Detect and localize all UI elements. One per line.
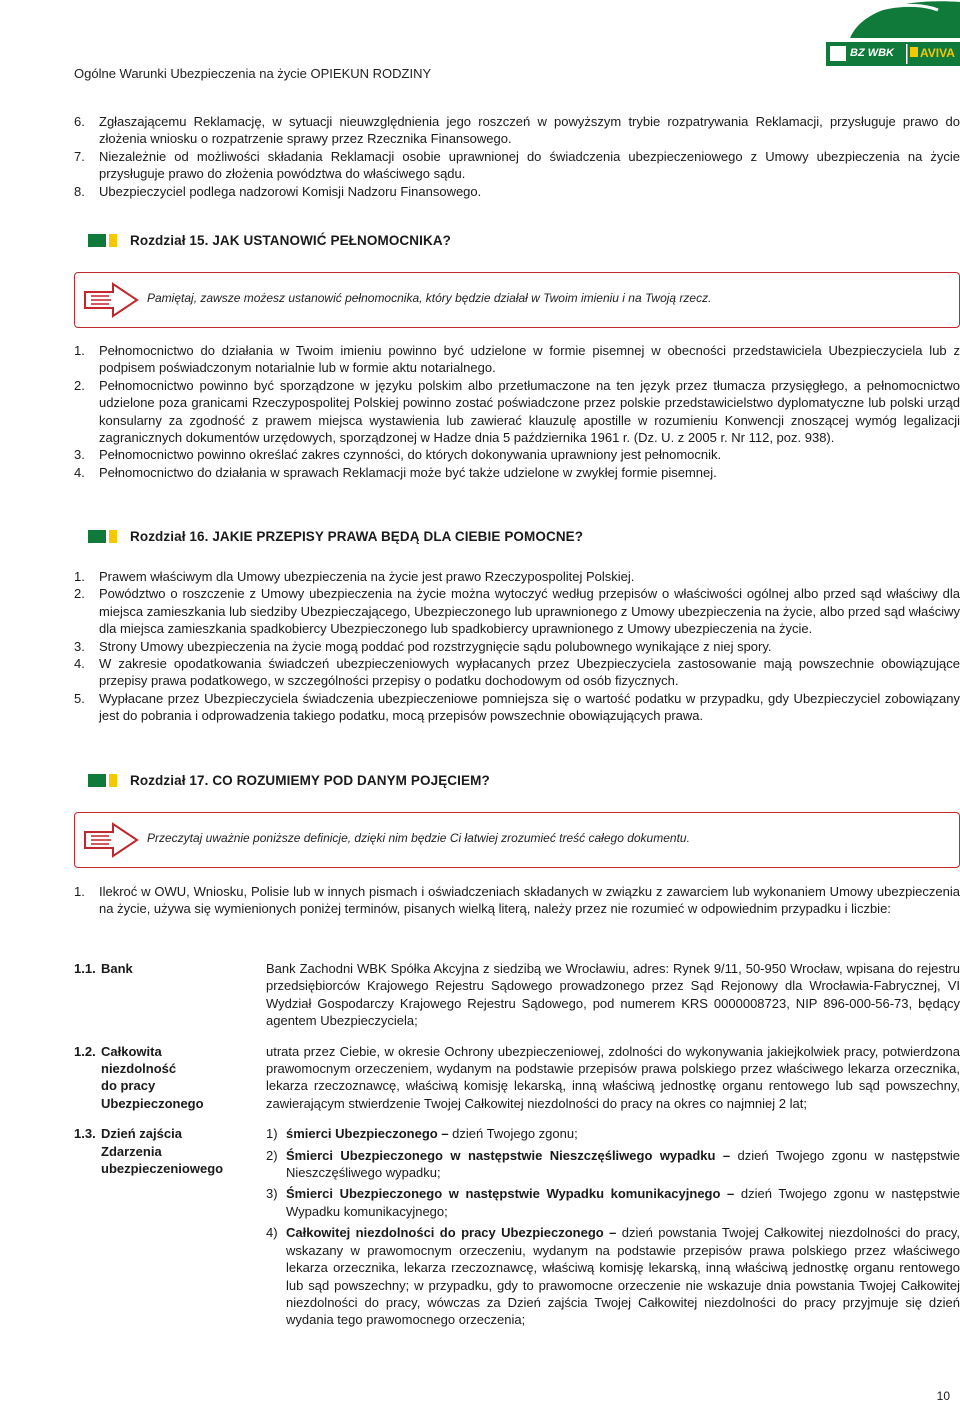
- definition-row: [74, 960, 960, 1030]
- definition-description: Bank Zachodni WBK Spółka Akcyjna z siedzibą we Wrocławiu, adres: Rynek 9/11, 50-950 Wrocław, wpisana do rejestru przedsiębiorców Krajowego Rejestru Sądowego prowadzonego przez Sąd Rejonowy dla Wrocławia-Fabrycznej, VI Wydział Gospodarczy Krajowego Rejestru Sądowego, pod numerem KRS 0000008723, NIP 896-000-56-73, będący agentem Ubezpieczyciela;: [266, 961, 960, 1029]
- list-item: [74, 568, 960, 585]
- top-list: [74, 113, 960, 200]
- item-number: 3.: [74, 447, 85, 463]
- item-text: Zgłaszającemu Reklamację, w sytuacji nieuwzględnienia jego roszczeń w powyższym trybie rozpatrywania Reklamacji, przysługuje prawo do złożenia wniosku o rozpatrzenie sprawy przez Rzecznika Finansowego.: [99, 114, 960, 147]
- definition-term-text: do pracy: [101, 1078, 156, 1094]
- list-item: [74, 464, 960, 481]
- definition-term-text: Bank: [101, 961, 133, 976]
- item-number: 4.: [74, 464, 85, 480]
- list-item: [74, 342, 960, 377]
- definition-term: [74, 960, 266, 1030]
- green-square-icon: [88, 774, 106, 787]
- item-text: Ubezpieczyciel podlega nadzorowi Komisji Nadzoru Finansowego.: [99, 183, 482, 199]
- hand-arrow-icon: [83, 282, 139, 318]
- item-number: 1.: [74, 884, 85, 899]
- list-item: [74, 883, 960, 918]
- item-number: 8.: [74, 183, 85, 199]
- yellow-square-icon: [109, 234, 117, 247]
- definition-description: [266, 1125, 960, 1332]
- item-text: Pełnomocnictwo powinno być sporządzone w języku polskim albo przetłumaczone na ten język przez tłumacza przysięgłego, a pełnomocnictwo udzielone poza granicami Rzeczypospolitej Polskiej powinno zostać poświadczone przez polskie przedstawicielstwo dyplomatyczne lub polski urząd konsularny za zgodność z prawem miejsca wystawienia lub zawierać klauzulę apostille w rozumieniu Konwencji znoszącej wymóg legalizacji zagranicznych dokumentów urzędowych, sporządzonej w Hadze dnia 5 października 1961 r. (Dz. U. z 2005 r. Nr 112, poz. 938).: [99, 377, 960, 446]
- section-16-list: [74, 568, 960, 725]
- list-item: [74, 585, 960, 637]
- item-number: 2.: [74, 377, 85, 393]
- section-15-heading: [88, 230, 451, 250]
- definition-term-text: ubezpieczeniowego: [101, 1161, 224, 1177]
- sub-item-number: 4): [266, 1225, 278, 1241]
- item-number: 1.: [74, 343, 85, 358]
- definition-number: 1.2.: [74, 1043, 96, 1059]
- item-number: 2.: [74, 586, 85, 602]
- sub-item-text: dzień Twojego zgonu w następstwie Wypadku komunikacyjnego;: [286, 1186, 960, 1219]
- sub-item-term: Śmierci Ubezpieczonego w następstwie Wypadku komunikacyjnego –: [286, 1186, 735, 1202]
- definition-number: 1.1.: [74, 961, 96, 976]
- sub-item-term: śmierci Ubezpieczonego –: [286, 1126, 449, 1142]
- sub-item-number: 3): [266, 1186, 278, 1202]
- sub-item-number: 2): [266, 1147, 278, 1163]
- section-17-list: [74, 883, 960, 918]
- section-17-heading: [88, 770, 490, 790]
- item-text: Powództwo o roszczenie z Umowy ubezpieczenia na życie można wytoczyć według przepisów o właściwości ogólnej albo przed sąd właściwy dla miejsca zamieszkania lub siedziby Ubezpieczającego, Ubezpieczonego lub uprawnionego z Umowy ubezpieczenia na życie, albo przed sąd właściwy dla miejsca zamieszkania spadkobiercy Ubezpieczonego lub spadkobiercy uprawnionego z Umowy ubezpieczenia na życie.: [99, 586, 960, 637]
- section-16-heading: [88, 526, 583, 546]
- yellow-square-icon: [109, 530, 117, 543]
- definition-description: utrata przez Ciebie, w okresie Ochrony ubezpieczeniowej, zdolności do wykonywania jakiejkolwiek pracy, potwierdzona prawomocnym orzeczeniem, wydanym na podstawie przepisów prawa polskiego przez właściwego lekarza orzecznika, lekarza rzeczoznawcę, właściwą komisję lekarską, inną właściwą jednostkę organu rentowego lub sąd powszechny, zawierającym stwierdzenie Twojej Całkowitej niezdolności do pracy na okres co najmniej 2 lat;: [266, 1043, 960, 1111]
- item-text: Prawem właściwym dla Umowy ubezpieczenia na życie jest prawo Rzeczypospolitej Polskiej.: [99, 569, 635, 584]
- item-text: Pełnomocnictwo do działania w sprawach Reklamacji może być także udzielone w zwykłej formie pisemnej.: [99, 464, 717, 480]
- item-text: Niezależnie od możliwości składania Reklamacji osobie uprawnionej do świadczenia ubezpieczeniowego z Umowy ubezpieczenia na życie przysługuje prawo do złożenia powództwa do właściwego sądu.: [99, 148, 960, 182]
- list-item: [74, 655, 960, 690]
- sub-item: [266, 1185, 960, 1220]
- list-item: [74, 446, 960, 463]
- sub-item-term: Śmierci Ubezpieczonego w następstwie Nieszczęśliwego wypadku –: [286, 1147, 731, 1163]
- sub-item-term: Całkowitej niezdolności do pracy Ubezpieczonego –: [286, 1225, 617, 1241]
- definition-number: 1.3.: [74, 1126, 96, 1142]
- definition-term-text: Ubezpieczonego: [101, 1095, 204, 1111]
- note-text: Pamiętaj, zawsze możesz ustanowić pełnomocnika, który będzie działał w Twoim imieniu i na Twoją rzecz.: [147, 291, 712, 305]
- item-text: Wypłacane przez Ubezpieczyciela świadczenia ubezpieczeniowe pomniejsza się o wartość podatku w przypadku, gdy Ubezpieczyciel zobowiązany jest do pobrania i odprowadzenia takiego podatku, mocą przepisów powszechnie obowiązujących prawa.: [99, 690, 960, 724]
- document-title: Ogólne Warunki Ubezpieczenia na życie OPIEKUN RODZINY: [74, 66, 432, 81]
- section-title: Rozdział 17. CO ROZUMIEMY POD DANYM POJĘCIEM?: [130, 772, 490, 788]
- definition-row: [74, 1125, 960, 1332]
- sub-item-text: dzień Twojego zgonu w następstwie Nieszczęśliwego wypadku;: [286, 1147, 960, 1181]
- list-item: [74, 148, 960, 183]
- item-text: Ilekroć w OWU, Wniosku, Polisie lub w innych pismach i oświadczeniach składanych w związku z zawarciem lub wykonaniem Umowy ubezpieczenia na życie, używa się wymienionych poniżej terminów, pisanych wielką literą, należy przez nie rozumieć w odpowiednim przypadku i liczbie:: [99, 884, 960, 917]
- yellow-square-icon: [109, 774, 117, 787]
- hand-arrow-icon: [83, 822, 139, 858]
- item-text: W zakresie opodatkowania świadczeń ubezpieczeniowych wypłacanych przez Ubezpieczyciela zastosowanie mają powszechnie obowiązujące przepisy prawa podatkowego, w szczególności przepisy o podatku dochodowym od osób fizycznych.: [99, 656, 960, 689]
- definitions-list: [74, 960, 960, 1333]
- green-square-icon: [88, 530, 106, 543]
- definition-term-text: Całkowita: [101, 1043, 162, 1059]
- list-item: [74, 113, 960, 148]
- item-text: Pełnomocnictwo do działania w Twoim imieniu powinno być udzielone w formie pisemnej w obecności przedstawiciela Ubezpieczyciela lub z podpisem poświadczonym notarialnie lub w formie aktu notarialnego.: [99, 343, 960, 376]
- item-number: 5.: [74, 690, 85, 706]
- item-number: 6.: [74, 114, 85, 129]
- item-number: 7.: [74, 148, 85, 164]
- list-item: [74, 638, 960, 655]
- section-15-note: [74, 272, 960, 328]
- section-title: Rozdział 16. JAKIE PRZEPISY PRAWA BĘDĄ DLA CIEBIE POMOCNE?: [130, 528, 584, 544]
- section-15-list: [74, 342, 960, 481]
- section-17-note: [74, 812, 960, 868]
- green-square-icon: [88, 234, 106, 247]
- definition-term-text: Dzień zajścia: [101, 1126, 182, 1142]
- logo: [820, 0, 960, 80]
- list-item: [74, 183, 960, 200]
- sub-item-number: 1): [266, 1126, 278, 1142]
- item-text: Strony Umowy ubezpieczenia na życie mogą poddać pod rozstrzygnięcie sądu polubownego wynikające z niej spory.: [99, 638, 772, 654]
- sub-item: [266, 1224, 960, 1328]
- sub-item-text: dzień Twojego zgonu;: [448, 1126, 578, 1142]
- definition-term: [74, 1043, 266, 1113]
- page-number: 10: [936, 1389, 950, 1403]
- definition-term-text: Zdarzenia: [101, 1143, 162, 1159]
- list-item: [74, 377, 960, 447]
- definition-term-text: niezdolność: [101, 1061, 177, 1077]
- logo-insurer-text: AVIVA: [920, 46, 955, 60]
- item-number: 1.: [74, 569, 85, 584]
- definition-row: [74, 1043, 960, 1113]
- definition-term: [74, 1125, 266, 1332]
- note-text: Przeczytaj uważnie poniższe definicje, dzięki nim będzie Ci łatwiej zrozumieć treść całego dokumentu.: [147, 831, 690, 845]
- logo-bank-text: BZ WBK: [850, 47, 894, 59]
- section-title: Rozdział 15. JAK USTANOWIĆ PEŁNOMOCNIKA?: [130, 232, 452, 248]
- item-text: Pełnomocnictwo powinno określać zakres czynności, do których dokonywania uprawniony jest pełnomocnik.: [99, 447, 722, 463]
- sub-item-text: dzień powstania Twojej Całkowitej niezdolności do pracy, wskazany w prawomocnym orzeczeniu, wydanym na podstawie przepisów prawa polskiego przez właściwego lekarza orzecznika, lekarza rzeczoznawcę, właściwą komisję lekarską, inną właściwą jednostkę organu rentowego lub sąd powszechny; w przypadku, gdy to prawomocne orzeczenie nie wskazuje dnia powstania Twojej Całkowitej niezdolności do pracy, wówczas za Dzień zajścia Twojej Całkowitej niezdolności do pracy przyjmuje się dzień wydania tego prawomocnego orzeczenia;: [286, 1225, 960, 1328]
- list-item: [74, 690, 960, 725]
- sub-item: [266, 1147, 960, 1182]
- sub-item: [266, 1125, 960, 1142]
- item-number: 4.: [74, 656, 85, 672]
- logo-graphic: [820, 0, 960, 80]
- item-number: 3.: [74, 638, 85, 654]
